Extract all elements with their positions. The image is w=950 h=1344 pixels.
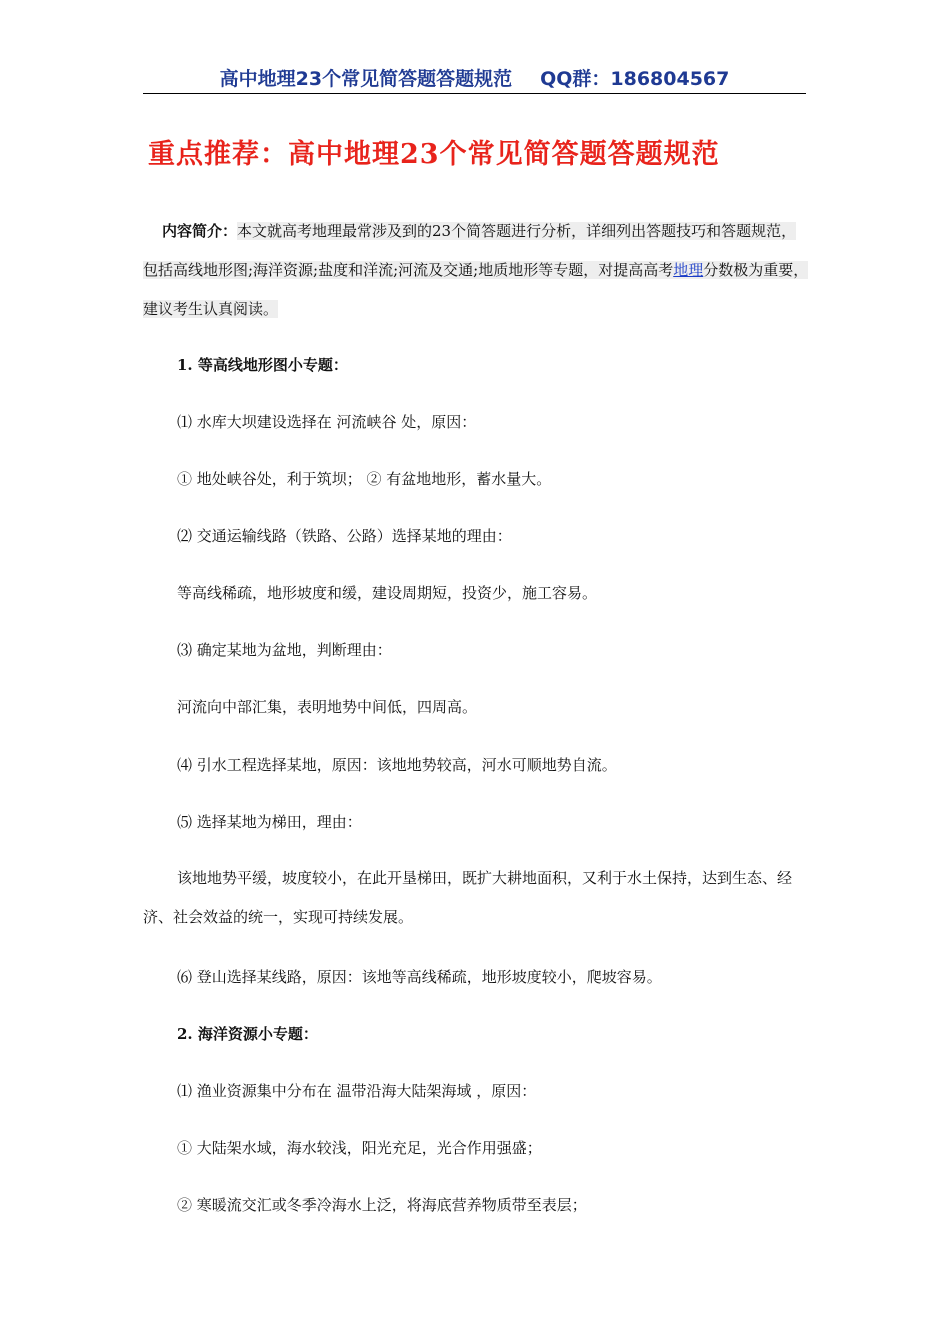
section-1-line: ⑶ 确定某地为盆地，判断理由：	[177, 641, 392, 659]
section-1-line: ⑸ 选择某地为梯田，理由：	[177, 813, 362, 831]
document-title: 重点推荐：高中地理23个常见简答题答题规范	[148, 139, 720, 170]
section-1-line: ⑴ 水库大坝建设选择在 河流峡谷 处，原因：	[177, 413, 477, 431]
section-1-line: ⑷ 引水工程选择某地，原因：该地地势较高，河水可顺地势自流。	[177, 756, 617, 774]
geography-link[interactable]: 地理	[673, 261, 704, 279]
section-2-heading: 2. 海洋资源小专题：	[177, 1025, 318, 1043]
intro-label: 内容简介：	[162, 222, 238, 240]
page-header	[143, 66, 806, 94]
intro-text: 本文就高考地理最常涉及到的23个简答题进行分析，详细列出答题技巧和答题规范，包括高线地形图;海洋资源;盐度和洋流;河流及交通;地质地形等专题，对提高高考地理分数极为重要，建议考生认真阅读。	[143, 222, 809, 318]
section-1-line: ① 地处峡谷处，利于筑坝； ② 有盆地地形，蓄水量大。	[177, 470, 552, 488]
section-1-line: 河流向中部汇集，表明地势中间低，四周高。	[177, 698, 478, 716]
section-1-line: 等高线稀疏，地形坡度和缓，建设周期短，投资少，施工容易。	[177, 584, 598, 602]
section-2-line: ① 大陆架水域，海水较浅，阳光充足，光合作用强盛；	[177, 1139, 542, 1157]
section-1-paragraph: 该地地势平缓，坡度较小，在此开垦梯田，既扩大耕地面积，又利于水土保持，达到生态、经济、社会效益的统一，实现可持续发展。	[143, 869, 793, 926]
section-1-line: ⑵ 交通运输线路（铁路、公路）选择某地的理由：	[177, 527, 512, 545]
section-1-line: ⑹ 登山选择某线路，原因：该地等高线稀疏，地形坡度较小，爬坡容易。	[177, 968, 662, 986]
header-qq-group: QQ群：186804567	[540, 68, 730, 90]
intro-paragraph	[143, 212, 809, 329]
section-1-heading: 1. 等高线地形图小专题：	[177, 356, 348, 374]
header-title: 高中地理23个常见简答题答题规范	[219, 68, 513, 90]
section-2-line: ② 寒暖流交汇或冬季冷海水上泛，将海底营养物质带至表层；	[177, 1196, 587, 1214]
section-2-line: ⑴ 渔业资源集中分布在 温带沿海大陆架海域 ，原因：	[177, 1082, 537, 1100]
